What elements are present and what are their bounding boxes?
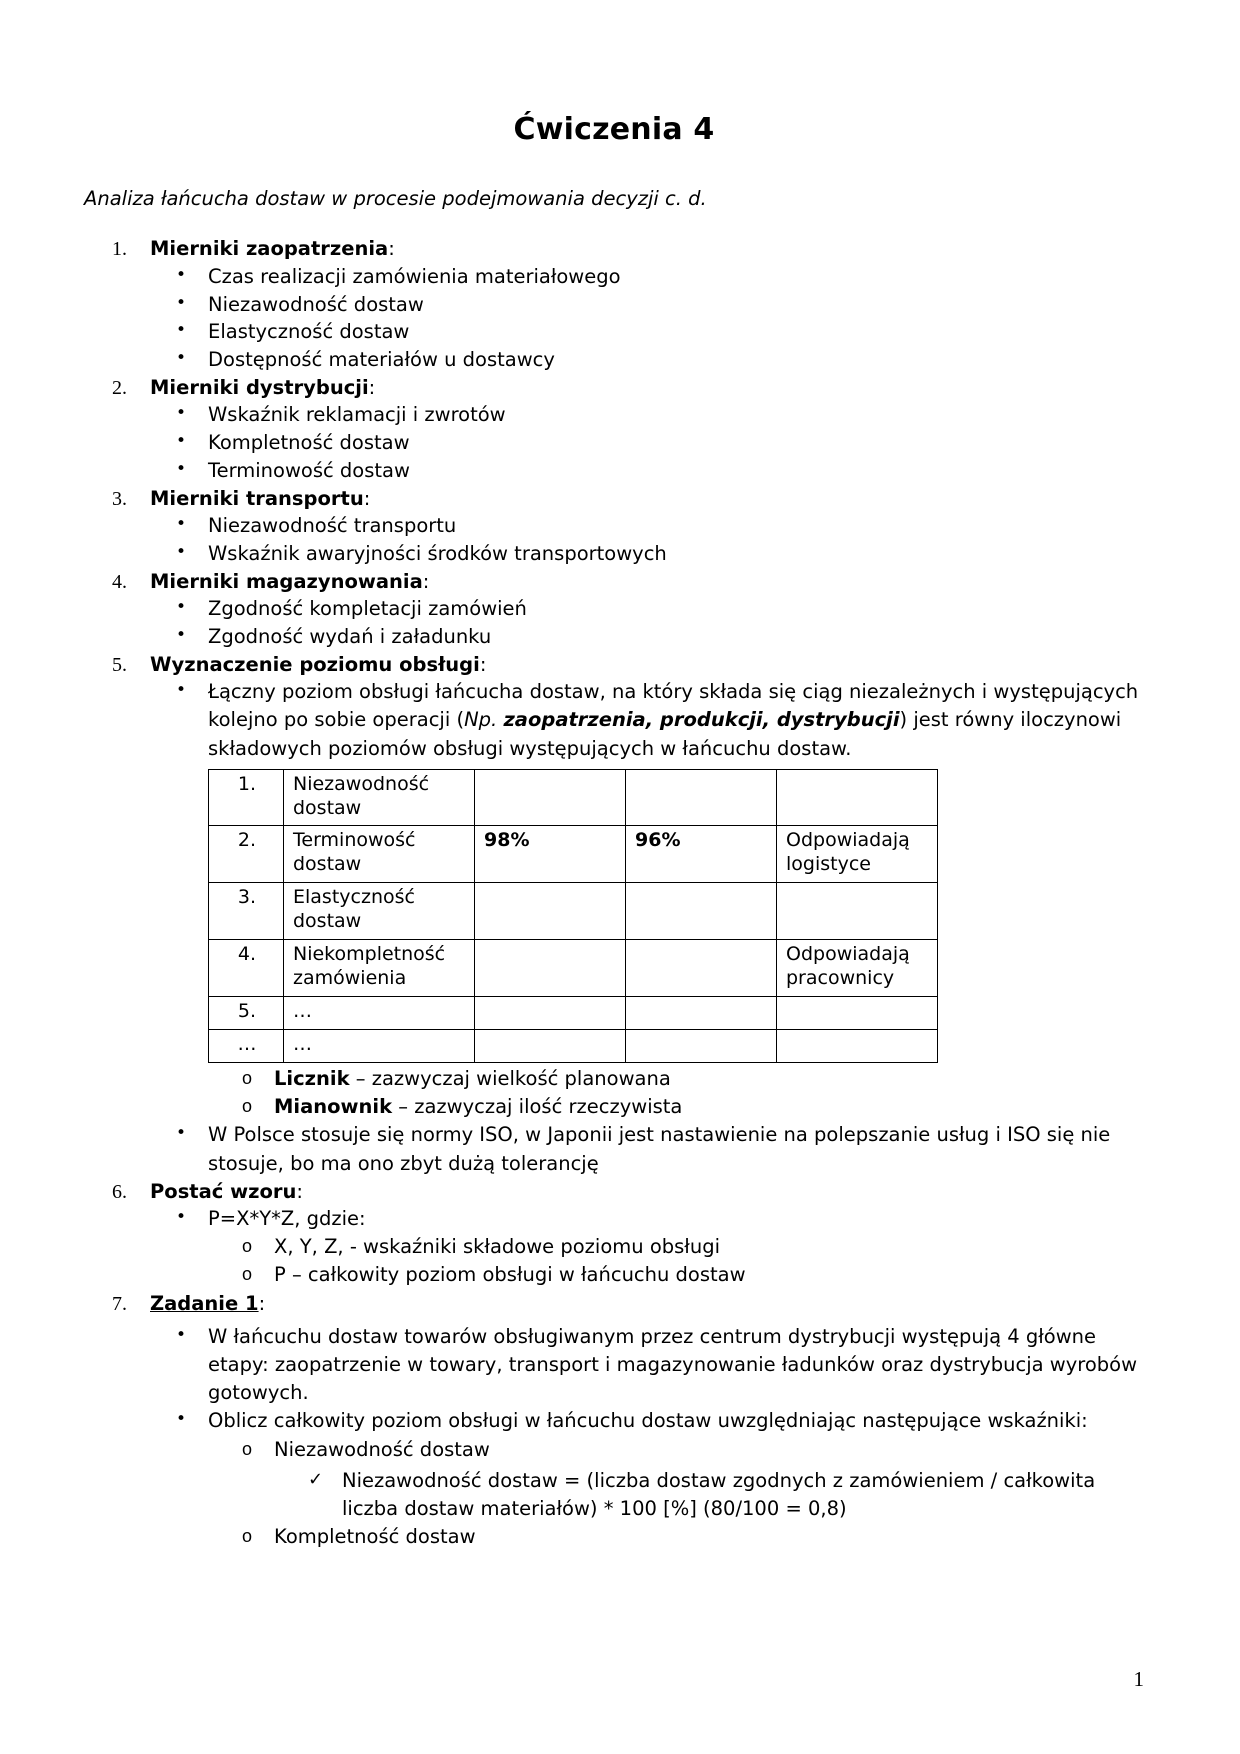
list-item-label: Kompletność dostaw (208, 431, 410, 455)
section-heading-tail: : (479, 652, 487, 676)
paragraph-italic-np: Np. (464, 708, 504, 732)
list-item (150, 457, 1144, 485)
cell-index: 2. (209, 826, 284, 883)
section-number: 2. (112, 376, 127, 399)
section-heading-bold: Mierniki transportu (150, 486, 364, 510)
section-number: 3. (112, 487, 127, 510)
cell-name: … (284, 997, 475, 1030)
section-heading-bold: Wyznaczenie poziomu obsługi (150, 652, 480, 676)
cell-name: Niekompletność zamówienia (284, 940, 475, 997)
page-number: 1 (1133, 1667, 1144, 1691)
section-heading-tail: : (388, 237, 395, 261)
list-item (208, 1261, 1144, 1289)
indicator-label: Niezawodność dostaw (274, 1437, 490, 1461)
section-heading (150, 1178, 1144, 1206)
bullet-icon: • (176, 458, 187, 479)
cell-value-2: 96% (626, 826, 777, 883)
bullet-icon: • (176, 1123, 187, 1144)
variable-description: X, Y, Z, - wskaźniki składowe poziomu obsługi (274, 1235, 720, 1259)
formula-variable-list (208, 1233, 1144, 1290)
section-5-bullets (150, 678, 1144, 1177)
list-item (150, 263, 1144, 291)
cell-value-1 (475, 883, 626, 940)
table-row (209, 940, 938, 997)
table-row (209, 769, 938, 826)
cell-note (777, 883, 938, 940)
service-level-table-wrap (208, 769, 1144, 1063)
list-item-label: Czas realizacji zamówienia materiałowego (208, 265, 621, 289)
cell-index: 3. (209, 883, 284, 940)
section-item-2 (84, 374, 1144, 485)
table-row (209, 883, 938, 940)
section-3-bullets (150, 512, 1144, 567)
list-item (150, 595, 1144, 623)
cell-name: Elastyczność dostaw (284, 883, 475, 940)
cell-value-1: 98% (475, 826, 626, 883)
cell-name: … (284, 1030, 475, 1063)
section-heading-tail: : (422, 569, 430, 593)
circle-marker-icon: o (242, 1096, 253, 1117)
task-description: W łańcuchu dostaw towarów obsługiwanym przez centrum dystrybucji występują 4 główne etapy: zaopatrzenie w towary, transport i magazynowanie ładunków oraz dystrybucja wyrobów gotowych. (208, 1325, 1138, 1405)
section-number: 5. (112, 653, 127, 676)
task-instruction: Oblicz całkowity poziom obsługi w łańcuchu dostaw uwzględniając następujące wskaźniki: (208, 1409, 1088, 1433)
section-heading-bold: Mierniki zaopatrzenia (150, 237, 389, 261)
page-title: Ćwiczenia 4 (513, 112, 715, 147)
iso-note: W Polsce stosuje się normy ISO, w Japonii jest nastawienie na polepszanie usług i ISO się nie stosuje, bo ma ono zbyt dużą tolerancję (208, 1123, 1111, 1175)
bullet-icon: • (176, 680, 187, 701)
circle-marker-icon: o (242, 1067, 253, 1088)
bullet-icon: • (176, 320, 187, 341)
list-item-label: Wskaźnik reklamacji i zwrotów (208, 403, 506, 427)
bullet-icon: • (176, 514, 187, 535)
list-item-label: Zgodność kompletacji zamówień (208, 597, 527, 621)
paragraph-part-1: Łączny poziom obsługi łańcucha dostaw, na który składa się ciąg niezależnych i występujących kolejno po sobie operacji ( (208, 680, 1139, 732)
bullet-icon: • (176, 265, 187, 286)
list-item (150, 623, 1144, 651)
document-subtitle: Analiza łańcucha dostaw w procesie podejmowania decyzji c. d. (84, 187, 707, 210)
cell-note (777, 997, 938, 1030)
cell-name: Terminowość dostaw (284, 826, 475, 883)
cell-value-2 (626, 940, 777, 997)
cell-note: Odpowiadają logistyce (777, 826, 938, 883)
list-item (150, 318, 1144, 346)
list-item (150, 1121, 1144, 1177)
indicator-label: Kompletność dostaw (274, 1524, 476, 1548)
section-item-7 (84, 1290, 1144, 1552)
bullet-icon: • (176, 597, 187, 618)
section-heading-tail: : (258, 1291, 266, 1315)
list-item (274, 1467, 1144, 1523)
checkmark-icon: ✓ (308, 1468, 324, 1490)
variable-description: P – całkowity poziom obsługi w łańcuchu dostaw (274, 1263, 746, 1287)
section-heading-bold: Mierniki dystrybucji (150, 375, 369, 399)
bullet-icon: • (176, 624, 187, 645)
cell-value-1 (475, 940, 626, 997)
list-item (150, 1323, 1144, 1407)
service-level-table (208, 769, 938, 1063)
cell-value-1 (475, 769, 626, 826)
section-item-4 (84, 568, 1144, 651)
cell-index: 5. (209, 997, 284, 1030)
bullet-icon: • (176, 541, 187, 562)
list-item-label: Terminowość dostaw (208, 458, 410, 482)
bullet-icon: • (176, 1207, 187, 1228)
service-level-paragraph (208, 678, 1144, 762)
section-item-5 (84, 651, 1144, 1178)
reliability-formula: Niezawodność dostaw = (liczba dostaw zgodnych z zamówieniem / całkowita liczba dostaw materiałów) * 100 [%] (80/100 = 0,8) (342, 1468, 1096, 1520)
section-heading-tail: : (363, 486, 371, 510)
bullet-icon: • (176, 403, 187, 424)
cell-index: 1. (209, 769, 284, 826)
list-item (150, 512, 1144, 540)
list-item (150, 401, 1144, 429)
section-heading-tail: : (368, 375, 376, 399)
section-item-3 (84, 485, 1144, 568)
list-item-label: Dostępność materiałów u dostawcy (208, 348, 555, 372)
table-row (209, 997, 938, 1030)
table-row (209, 1030, 938, 1063)
section-heading (150, 485, 1144, 513)
section-heading (150, 235, 1144, 263)
circle-marker-icon: o (242, 1236, 253, 1257)
table-row (209, 826, 938, 883)
section-heading-bold: Mierniki magazynowania (150, 569, 423, 593)
list-item (208, 1093, 1144, 1121)
task-heading-label: Zadanie 1 (150, 1291, 259, 1315)
list-item (208, 1523, 1144, 1551)
list-item (150, 1407, 1144, 1551)
numerator-denominator-list (208, 1065, 1144, 1122)
bullet-icon: • (176, 431, 187, 452)
section-number: 1. (112, 238, 127, 261)
list-item (150, 678, 1144, 1121)
list-item-label: Elastyczność dostaw (208, 320, 410, 344)
section-7-bullets (150, 1323, 1144, 1551)
paragraph-part-2: ) jest równy iloczynowi składowych poziomów obsługi występujących w łańcuchu dostaw. (208, 708, 1122, 760)
section-heading (150, 374, 1144, 402)
list-item-label: Niezawodność dostaw (208, 292, 424, 316)
list-item (150, 540, 1144, 568)
term-description: – zazwyczaj ilość rzeczywista (392, 1095, 683, 1119)
section-heading (150, 651, 1144, 679)
list-item-label: Zgodność wydań i załadunku (208, 624, 492, 648)
bullet-icon: • (176, 1325, 187, 1346)
bullet-icon: • (176, 1409, 187, 1430)
list-item-label: Wskaźnik awaryjności środków transportowych (208, 541, 667, 565)
paragraph-italic-bold: zaopatrzenia, produkcji, dystrybucji (503, 708, 900, 732)
section-number: 6. (112, 1180, 127, 1203)
list-item (150, 429, 1144, 457)
bullet-icon: • (176, 348, 187, 369)
section-item-1 (84, 235, 1144, 373)
term-label: Licznik (274, 1066, 350, 1090)
task-indicator-list (208, 1436, 1144, 1552)
section-heading-tail: : (296, 1179, 303, 1203)
cell-note (777, 1030, 938, 1063)
section-1-bullets (150, 263, 1144, 374)
list-item (208, 1065, 1144, 1093)
list-item (208, 1436, 1144, 1523)
circle-marker-icon: o (242, 1438, 253, 1459)
cell-value-1 (475, 1030, 626, 1063)
section-heading (150, 568, 1144, 596)
cell-name: Niezawodność dostaw (284, 769, 475, 826)
section-number: 7. (112, 1292, 127, 1315)
cell-value-2 (626, 997, 777, 1030)
section-4-bullets (150, 595, 1144, 650)
list-item (150, 1205, 1144, 1289)
list-item (208, 1233, 1144, 1261)
task-formula-list (274, 1467, 1144, 1523)
outline-list (84, 235, 1144, 1551)
cell-note (777, 769, 938, 826)
cell-index: 4. (209, 940, 284, 997)
section-item-6 (84, 1178, 1144, 1290)
cell-note: Odpowiadają pracownicy (777, 940, 938, 997)
formula-label: P=X*Y*Z, gdzie: (208, 1207, 366, 1231)
cell-value-2 (626, 1030, 777, 1063)
section-heading-bold: Postać wzoru (150, 1179, 297, 1203)
section-heading (150, 1290, 1144, 1318)
circle-marker-icon: o (242, 1264, 253, 1285)
list-item (150, 291, 1144, 319)
list-item-label: Niezawodność transportu (208, 514, 457, 538)
section-2-bullets (150, 401, 1144, 484)
cell-value-2 (626, 883, 777, 940)
section-number: 4. (112, 570, 127, 593)
term-description: – zazwyczaj wielkość planowana (349, 1066, 671, 1090)
bullet-icon: • (176, 292, 187, 313)
circle-marker-icon: o (242, 1525, 253, 1546)
term-label: Mianownik (274, 1095, 393, 1119)
cell-value-1 (475, 997, 626, 1030)
cell-value-2 (626, 769, 777, 826)
list-item (150, 346, 1144, 374)
section-6-bullets (150, 1205, 1144, 1289)
cell-index: … (209, 1030, 284, 1063)
